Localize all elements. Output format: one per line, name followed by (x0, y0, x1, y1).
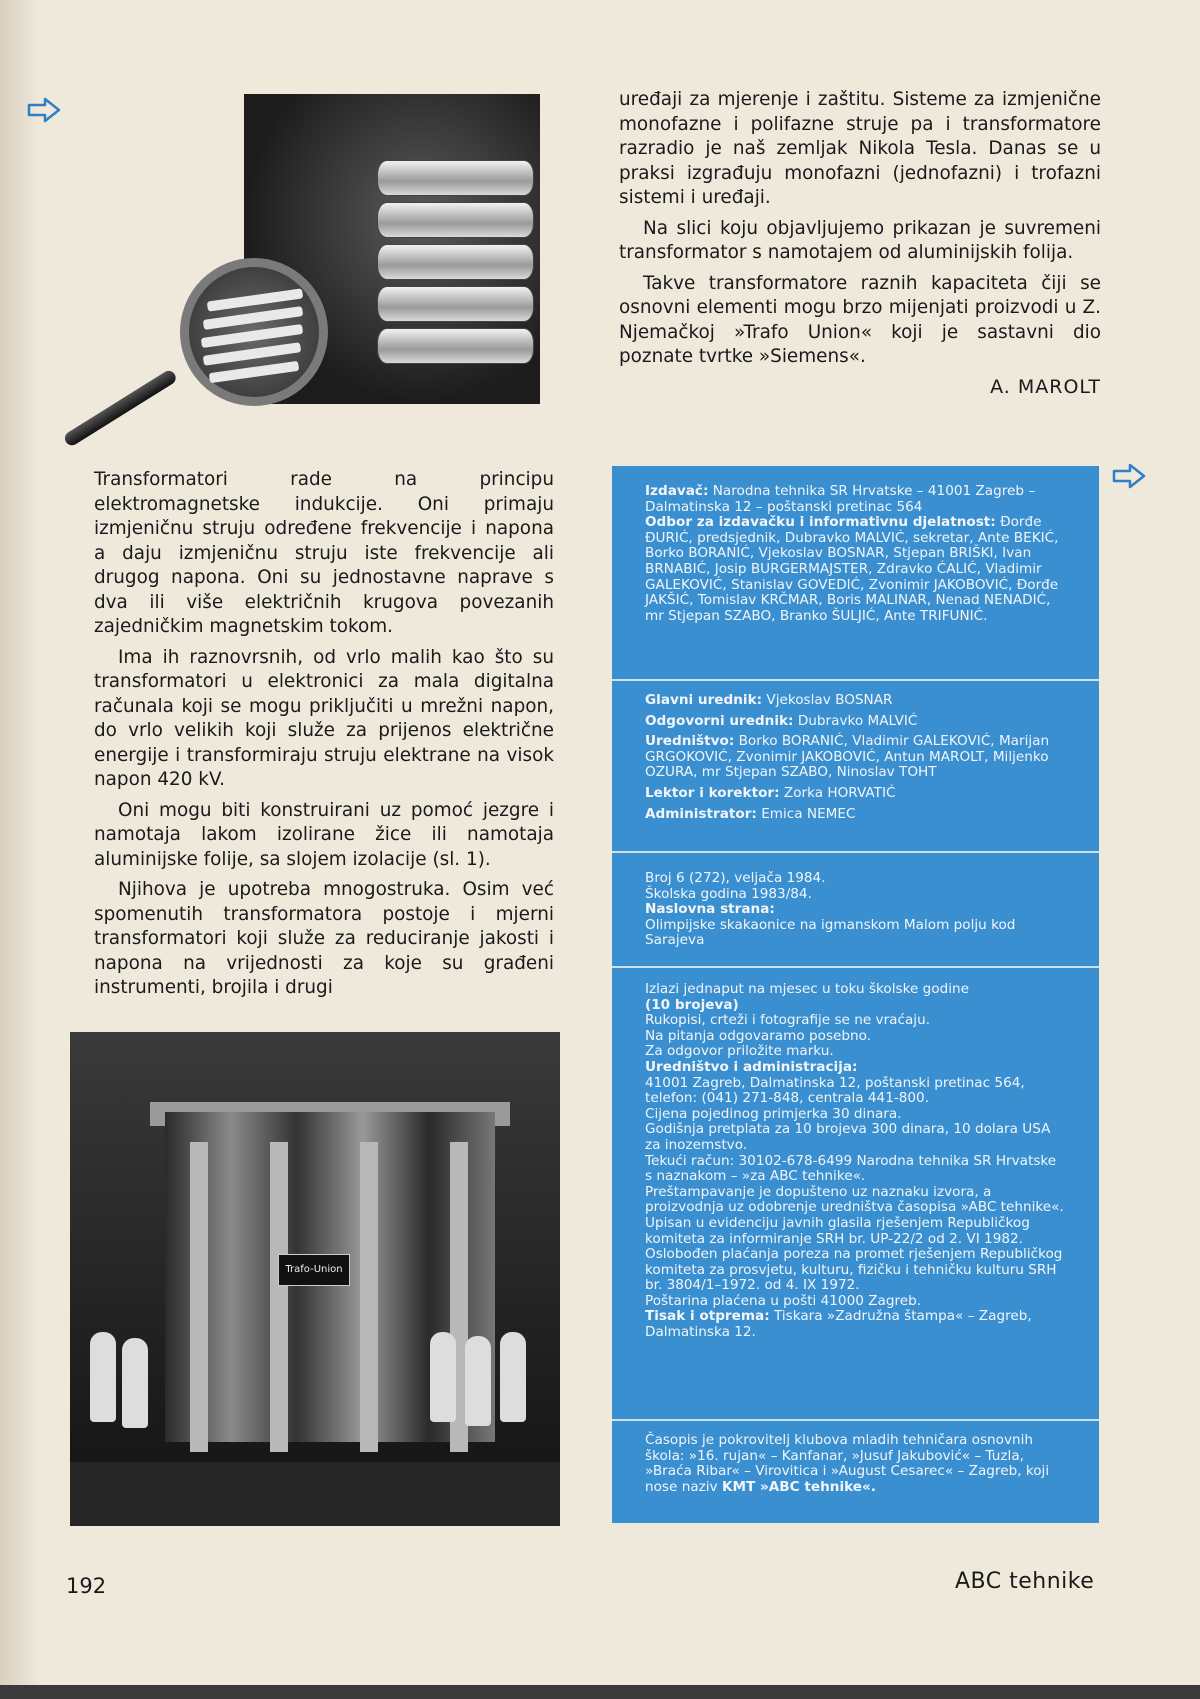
floor (70, 1462, 560, 1526)
worker-figure (500, 1332, 526, 1422)
paragraph: Na slici koju objavljujemo prikazan je suvremeni transformator s namotajem od aluminijskih folija. (619, 217, 1101, 263)
paragraph: uređaji za mjerenje i zaštitu. Sisteme za izmjenične monofazne i polifazne struje pa i transformatore razradio je naš zemljak Nikola Tesla. Danas se u praksi izgrađuju monofazni (jednofazni) i trofazni sistemi i uređaji. (619, 89, 1101, 208)
worker-figure (90, 1332, 116, 1422)
publication-info-box (612, 466, 1099, 1523)
registry-notice: Upisan u evidenciju javnih glasila rješenjem Republičkog komiteta za informiranje SRH br. UP-22/2 od 2. VI 1982. (645, 1214, 1030, 1247)
cover-description: Olimpijske skakaonice na igmanskom Malom polju kod Sarajeva (645, 916, 1016, 949)
frame-post (270, 1142, 288, 1452)
administrator: Emica NEMEC (761, 805, 856, 822)
clubs-text: Časopis je pokrovitelj klubova mladih tehničara osnovnih škola: »16. rujan« – Kanfanar, »Jusuf Jakubović« – Tuzla, »Braća Ribar« – Virovitica i »August Cesarec« – Zagreb, koji nose naziv (645, 1432, 1050, 1495)
foil-winding (377, 328, 534, 364)
label: Uredništvo: (645, 733, 735, 750)
foil-layer (209, 361, 300, 383)
postage-notice: Poštarina plaćena u pošti 41000 Zagreb. (645, 1292, 922, 1309)
label: Glavni urednik: (645, 692, 763, 708)
label: Administrator: (645, 805, 757, 822)
clubs-panel (612, 1433, 1099, 1495)
frame-post (360, 1142, 378, 1452)
transformer-photo (72, 90, 542, 450)
info-line: Izlazi jednaput na mjesec u toku školske godine (645, 981, 970, 997)
foil-winding (377, 160, 534, 196)
board-members: Đorđe ĐURIĆ, predsjednik, Dubravko MALVIĆ, sekretar, Ante BEKIĆ, Borko BORANIĆ, Vjekoslav BOSNAR, Stjepan BRIŠKI, Ivan BRNABIĆ, Josip BURGERMAJSTER, Zdravko ĆALIĆ, Vladimir GALEKOVIĆ, Stanislav GOVEDIĆ, Zvonimir JAKOBOVIĆ, Đorđe JAKŠIĆ, Tomislav KRČMAR, Boris MALINAR, Nenad NENADIĆ, mr Stjepan SZABO, Branko ŠULJIĆ, Ante TRIFUNIĆ. (645, 514, 1059, 624)
magnifier-handle (62, 368, 178, 448)
page-binding-shadow (0, 0, 40, 1699)
factory-transformer-photo (70, 1032, 560, 1526)
editorial-panel (612, 693, 1099, 822)
article-right-column (619, 88, 1101, 398)
divider (612, 679, 1099, 681)
price: Cijena pojedinog primjerka 30 dinara. (645, 1105, 902, 1122)
right-arrow-icon (27, 96, 61, 124)
label: Odbor za izdavačku i informativnu djelatnost: (645, 514, 996, 531)
nameplate: Trafo-Union (278, 1254, 350, 1286)
subscription-panel (612, 982, 1099, 1341)
subscription: Godišnja pretplata za 10 brojeva 300 dinara, 10 dolara USA za inozemstvo. (645, 1121, 1051, 1153)
responsible-editor: Dubravko MALVIĆ (797, 712, 918, 729)
paragraph: Takve transformatore raznih kapaciteta čiji se osnovni elementi mogu brzo mijenjati proizvodi u Z. Njemačkoj »Trafo Union« koji je sastavni dio poznate tvrtke »Siemens«. (619, 272, 1101, 367)
divider (612, 851, 1099, 853)
info-line: Za odgovor priložite marku. (645, 1043, 834, 1060)
foil-winding (377, 202, 534, 238)
publisher-text: Narodna tehnika SR Hrvatske – 41001 Zagreb – Dalmatinska 12 – poštanski pretinac 564 (645, 483, 1036, 515)
paragraph: Oni mogu biti konstruirani uz pomoć jezgre i namotaja lakom izolirane žice ili namotaja aluminijske folije, sa slojem izolacije (sl. 1). (94, 799, 554, 870)
label: Naslovna strana: (645, 901, 775, 918)
info-line: Rukopisi, crteži i fotografije se ne vraćaju. (645, 1012, 931, 1029)
label: Izdavač: (645, 483, 709, 499)
printer: Tiskara »Zadružna štampa« – Zagreb, Dalmatinska 12. (645, 1308, 1032, 1341)
issue-number: Broj 6 (272), veljača 1984. (645, 870, 826, 886)
worker-figure (430, 1332, 456, 1422)
paragraph: Ima ih raznovrsnih, od vrlo malih kao što su transformatori u elektronici za mala digitalna računala koji se mogu priključiti u mrežni napon, do vrlo velikih koji služe za prijenos električne energije i transformiraju struju elektrane na visok napon 420 kV. (94, 646, 554, 790)
divider (612, 966, 1099, 968)
frame-post (190, 1142, 208, 1452)
info-line: Na pitanja odgovaramo posebno. (645, 1027, 872, 1044)
page-number: 192 (66, 1574, 107, 1598)
school-year: Školska godina 1983/84. (645, 885, 812, 902)
magnifying-glass-icon (180, 258, 328, 406)
magazine-title: ABC tehnike (955, 1569, 1095, 1594)
proofreader: Zorka HORVATIĆ (783, 784, 896, 801)
label: Tisak i otprema: (645, 1308, 770, 1325)
worker-figure (465, 1336, 491, 1426)
bank-account: Tekući račun: 30102-678-6499 Narodna tehnika SR Hrvatske s naznakom – »za ABC tehnike«. (645, 1152, 1057, 1185)
label: Lektor i korektor: (645, 784, 780, 801)
page-bottom-edge (0, 1685, 1200, 1699)
clubs-name: KMT »ABC tehnike«. (721, 1478, 876, 1495)
label: Odgovorni urednik: (645, 712, 794, 729)
editorial-staff: Borko BORANIĆ, Vladimir GALEKOVIĆ, Marijan GRGOKOVIĆ, Zvonimir JAKOBOVIĆ, Antun MAROLT, Miljenko OZURA, mr Stjepan SZABO, Ninoslav TOHT (645, 733, 1050, 781)
chief-editor: Vjekoslav BOSNAR (766, 692, 893, 708)
publisher-panel (612, 484, 1099, 624)
divider (612, 1419, 1099, 1421)
right-arrow-icon (1112, 462, 1146, 490)
article-left-column (94, 468, 554, 1007)
author-signature: A. MAROLT (990, 375, 1101, 398)
info-line: (10 brojeva) (645, 996, 739, 1013)
reprint-notice: Preštampavanje je dopušteno uz naznaku izvora, a proizvodnja uz odobrenje uredništva časopisa »ABC tehnike«. (645, 1183, 1064, 1216)
foil-winding (377, 244, 534, 280)
label: Uredništvo i administracija: (645, 1058, 858, 1075)
office-address: 41001 Zagreb, Dalmatinska 12, poštanski pretinac 564, telefon: (041) 271-848, centrala 441-800. (645, 1074, 1025, 1107)
issue-panel (612, 871, 1099, 949)
foil-winding (377, 286, 534, 322)
worker-figure (122, 1338, 148, 1428)
paragraph: Transformatori rade na principu elektromagnetske indukcije. Oni primaju izmjeničnu struju određene frekvencije i napona a daju izmjeničnu struju iste frekvencije ali drugog napona. Oni su jednostavne naprave s dva ili više električnih krugova povezanih zajedničkim magnetskim tokom. (94, 469, 554, 637)
paragraph: Njihova je upotreba mnogostruka. Osim već spomenutih transformatora postoje i mjerni transformatori koji služe za reduciranje jakosti i napona na vrijednosti za koje su građeni instrumenti, brojila i drugi (94, 879, 554, 998)
tax-notice: Oslobođen plaćanja poreza na promet rješenjem Republičkog komiteta za prosvjetu, kulturu, fizičku i tehničku kulturu SRH br. 3804/1–1972. od 4. IX 1972. (645, 1246, 1063, 1294)
